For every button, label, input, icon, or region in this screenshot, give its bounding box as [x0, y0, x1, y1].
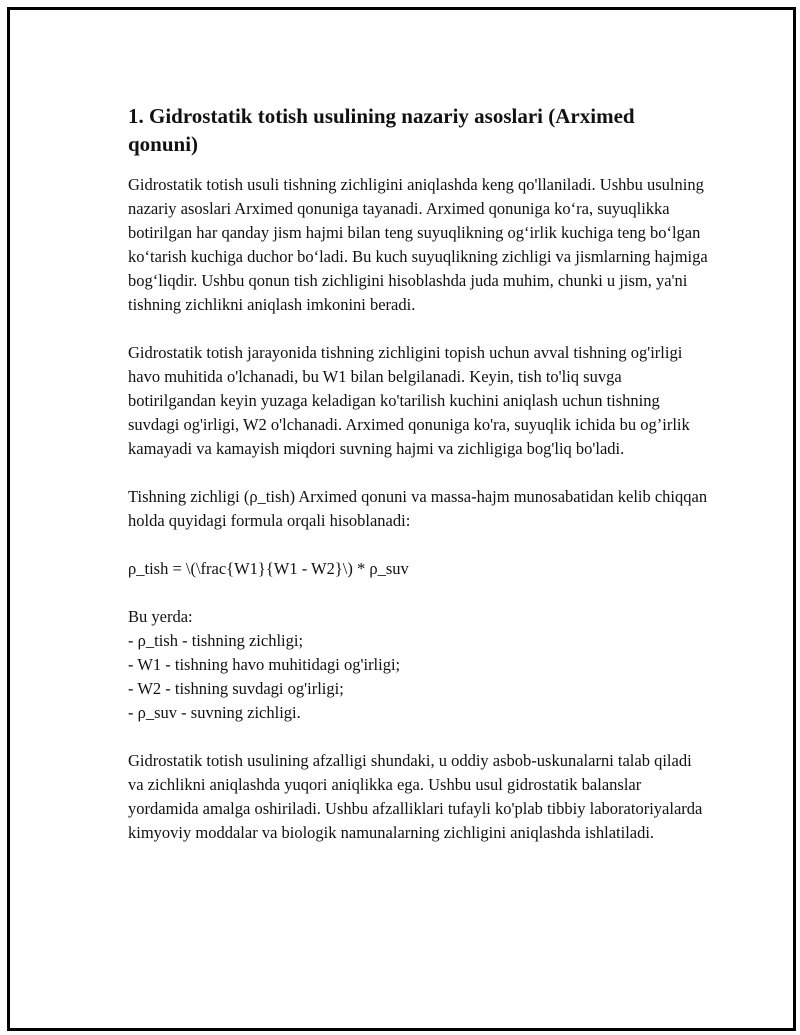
definition-item-w1: - W1 - tishning havo muhitidagi og'irligi;	[128, 655, 401, 674]
definition-list	[128, 629, 708, 725]
definition-item-rho-tish: - ρ_tish - tishning zichligi;	[128, 631, 304, 650]
page-frame	[7, 7, 796, 1031]
density-formula: ρ_tish = \(\frac{W1}{W1 - W2}\) * ρ_suv	[128, 559, 409, 578]
paragraph-formula-intro: Tishning zichligi (ρ_tish) Arximed qonuni va massa-hajm munosabatidan kelib chiqqan holda quyidagi formula orqali hisoblanadi:	[128, 487, 708, 530]
document-body	[128, 102, 708, 869]
paragraph-procedure: Gidrostatik totish jarayonida tishning zichligini topish uchun avval tishning og'irligi havo muhitida o'lchanadi, bu W1 bilan belgilanadi. Keyin, tish to'liq suvga botirilgandan keyin yuzaga keladigan ko'tarilish kuchini aniqlash uchun tishning suvdagi og'irligi, W2 o'lchanadi. Arximed qonuniga ko'ra, suyuqlik ichida bu og’irlik kamayadi va kamayish miqdori suvning hajmi va zichligiga bog'liq bo'ladi.	[128, 343, 690, 458]
definition-item-w2: - W2 - tishning suvdagi og'irligi;	[128, 679, 344, 698]
section-heading: 1. Gidrostatik totish usulining nazariy asoslari (Arximed qonuni)	[128, 104, 635, 156]
where-label: Bu yerda:	[128, 607, 193, 626]
paragraph-intro: Gidrostatik totish usuli tishning zichligini aniqlashda keng qo'llaniladi. Ushbu usulning nazariy asoslari Arximed qonuniga tayanadi. Arximed qonuniga koʻra, suyuqlikka botirilgan har qanday jism hajmi bilan teng suyuqlikning ogʻirlik kuchiga teng boʻlgan koʻtarish kuchiga duchor boʻladi. Bu kuch suyuqlikning zichligi va jismlarning hajmiga bogʻliqdir. Ushbu qonun tish zichligini hisoblashda juda muhim, chunki u jism, ya'ni tishning zichlikni aniqlash imkonini beradi.	[128, 175, 708, 314]
definition-item-rho-suv: - ρ_suv - suvning zichligi.	[128, 703, 301, 722]
paragraph-advantages: Gidrostatik totish usulining afzalligi shundaki, u oddiy asbob-uskunalarni talab qiladi va zichlikni aniqlashda yuqori aniqlikka ega. Ushbu usul gidrostatik balanslar yordamida amalga oshiriladi. Ushbu afzalliklari tufayli ko'plab tibbiy laboratoriyalarda kimyoviy moddalar va biologik namunalarning zichligini aniqlashda ishlatiladi.	[128, 751, 703, 842]
